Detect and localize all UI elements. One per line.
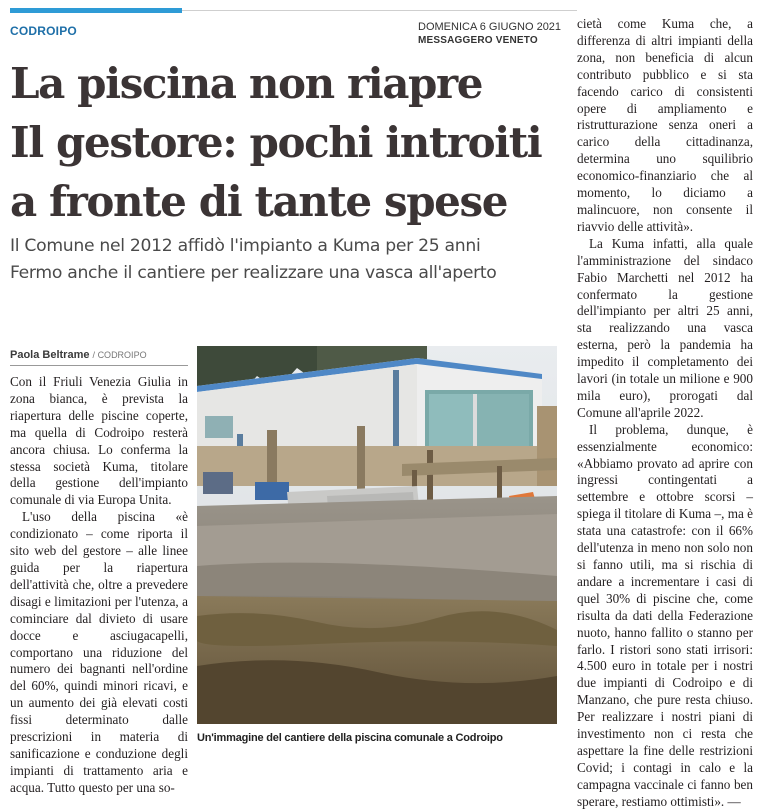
headline-line: a fronte di tante spese xyxy=(10,177,508,226)
subhead-line: Il Comune nel 2012 affidò l'impianto a Kuma per 25 anni xyxy=(10,236,481,256)
author-city: CODROIPO xyxy=(97,350,147,360)
accent-bar xyxy=(10,8,182,13)
byline: Paola Beltrame / CODROIPO xyxy=(10,349,147,361)
byline-rule xyxy=(10,365,188,366)
section-label: CODROIPO xyxy=(10,24,77,38)
end-mark: — xyxy=(727,793,741,809)
subhead-line: Fermo anche il cantiere per realizzare una vasca all'aperto xyxy=(10,263,497,283)
issue-date: DOMENICA 6 GIUGNO 2021 xyxy=(418,21,562,33)
paragraph-text: Il problema, dunque, è essenzialmente economico: «Abbiamo provato ad aprire con ingressi contingentati a settembre e ottobre scorsi – spiega il titolare di Kuma –, ma è stata una catastrofe: con il 66% dell'utenza in meno non solo non si fanno utili, ma si rischia di andare a incrementare i casi di quel 30% di piscine che, come risulta da dati della Federazione nuoto, hanno fallito o stanno per farlo. I ristori sono stati irrisori: 4.500 euro in totale per i nostri due impianti di Codroipo e di Manzano, che pure resta chiuso. Per realizzare i nostri piani di investimento non ci resta che aspettare la fine delle restrizioni Covid; i contagi in calo e la campagna vaccinale ci fanno ben sperare, restiamo ottimisti». xyxy=(577,421,753,809)
article-column-1 xyxy=(10,374,188,797)
article-column-3 xyxy=(577,16,753,811)
paragraph xyxy=(577,422,753,811)
page-meta xyxy=(418,20,561,48)
headline-line: La piscina non riapre xyxy=(10,59,483,108)
paragraph: cietà come Kuma che, a differenza di altri impianti della zona, non beneficia di alcun contributo pubblico e si sta facendo carico di consistenti opere di ampliamento e ristrutturazione senza oneri a carico della cittadinanza, determina uno squilibrio economico-finanziario che al momento, lo diciamo a malincuore, non consente il riavvio delle attività». xyxy=(577,16,753,234)
author-name: Paola Beltrame xyxy=(10,349,90,361)
article-photo xyxy=(197,346,557,724)
subheadline xyxy=(10,233,570,287)
paragraph: L'uso della piscina «è condizionato – come riporta il sito web del gestore – alle linee guida per la riapertura dell'attività che, oltre a prevedere disagi e limitazioni per l'utenza, a cominciare dal divieto di usare docce e asciugacapelli, comportano una riduzione del numero dei bagnanti nell'ordine del 60%, quindi minori ricavi, e un aumento dei già elevati costi fissi determinato dalle prescrizioni in materia di sanificazione e conduzione degli impianti di trattamento aria e acqua. Tutto questo per una so- xyxy=(10,509,188,795)
top-rule xyxy=(182,10,577,11)
headline xyxy=(10,54,570,231)
paragraph: Con il Friuli Venezia Giulia in zona bianca, è prevista la riapertura delle piscine coperte, ma quella di Codroipo resterà ancora chiusa. Lo conferma la stessa società Kuma, titolare della gestione dell'impianto comunale di via Europa Unita. xyxy=(10,374,188,508)
publication-name: MESSAGGERO VENETO xyxy=(418,35,538,46)
paragraph: La Kuma infatti, alla quale l'amministrazione del sindaco Fabio Marchetti nel 2012 ha confermato la gestione dell'impianto per altri 25 anni, sta realizzando una vasca esterna, però la pandemia ha impedito il completamento dei lavori (in totale un milione e 900 mila euro), prorogati dal Comune all'aprile 2022. xyxy=(577,235,753,420)
construction-site-photo xyxy=(197,346,557,724)
photo-caption: Un'immagine del cantiere della piscina comunale a Codroipo xyxy=(197,732,503,744)
headline-line: Il gestore: pochi introiti xyxy=(10,118,542,167)
